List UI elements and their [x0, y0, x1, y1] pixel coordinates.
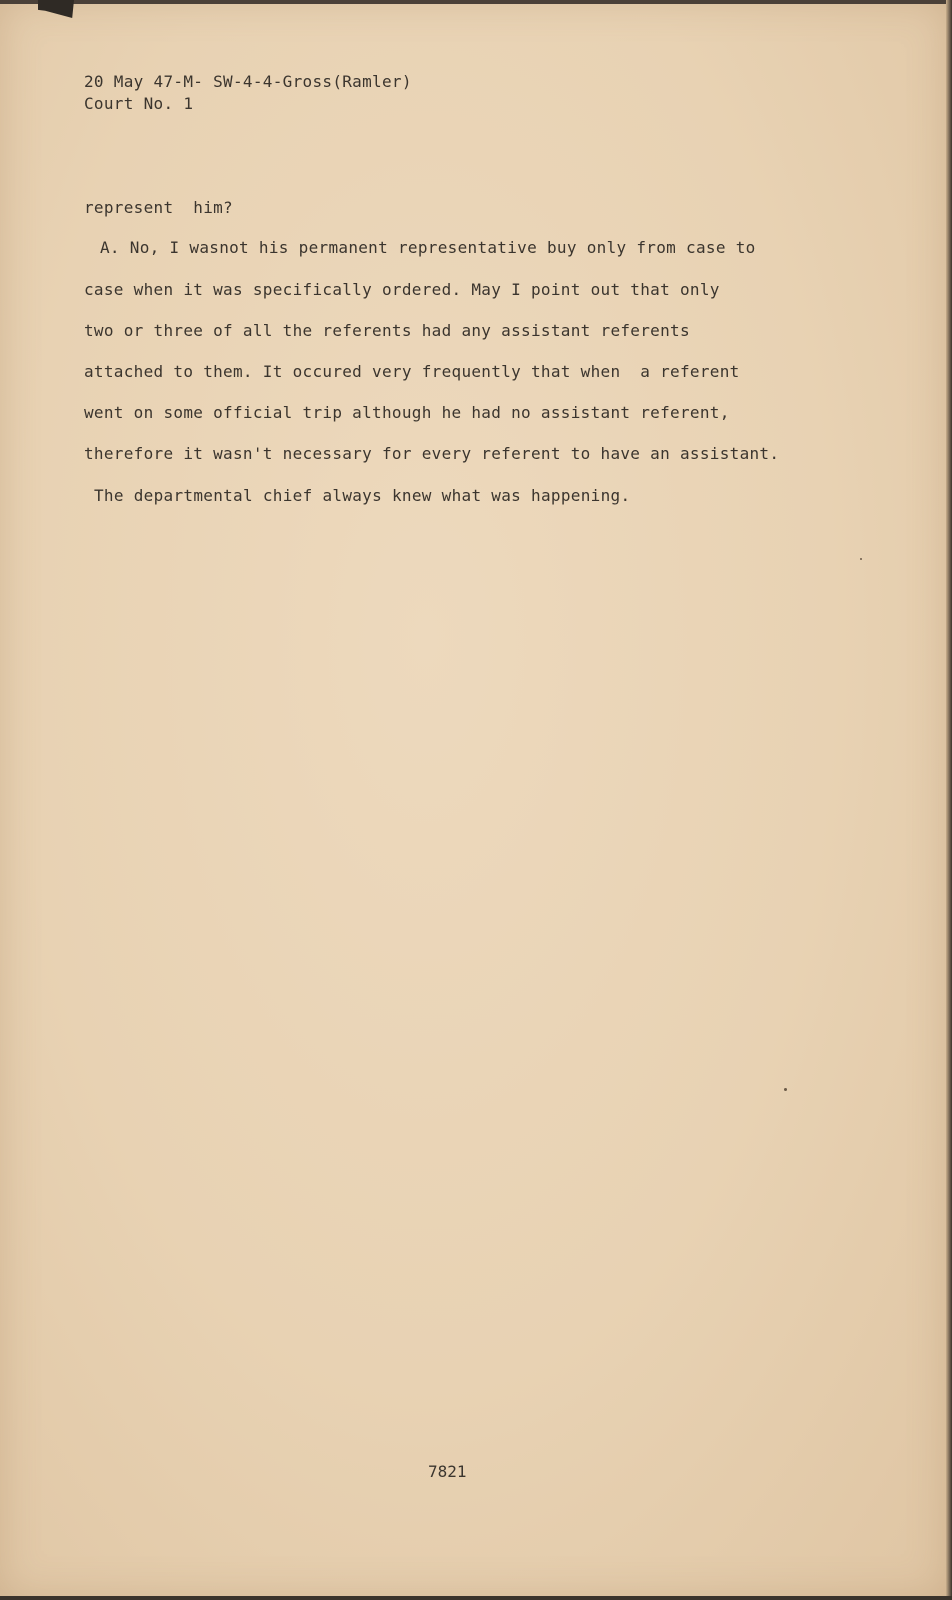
- transcript-line: The departmental chief always knew what was happening.: [94, 486, 631, 505]
- transcript-line: therefore it wasn't necessary for every referent to have an assistant.: [84, 444, 780, 463]
- transcript-line: case when it was specifically ordered. May I point out that only: [84, 280, 720, 299]
- transcript-line: went on some official trip although he had no assistant referent,: [84, 403, 730, 422]
- page-bottom-edge: [0, 1596, 952, 1600]
- transcript-line: attached to them. It occured very frequently that when a referent: [84, 362, 740, 381]
- page-number: 7821: [428, 1462, 467, 1481]
- header-court-number: Court No. 1: [84, 94, 194, 113]
- page-corner-tab: [38, 0, 74, 18]
- paper-speck: [860, 558, 862, 560]
- transcript-line: represent him?: [84, 198, 233, 217]
- transcript-line: two or three of all the referents had any assistant referents: [84, 321, 690, 340]
- header-case-reference: 20 May 47-M- SW-4-4-Gross(Ramler): [84, 72, 412, 91]
- page-top-edge: [0, 0, 952, 4]
- page-right-edge: [946, 0, 952, 1600]
- paper-speck: [784, 1088, 787, 1091]
- transcript-line: A. No, I wasnot his permanent representative buy only from case to: [100, 238, 756, 257]
